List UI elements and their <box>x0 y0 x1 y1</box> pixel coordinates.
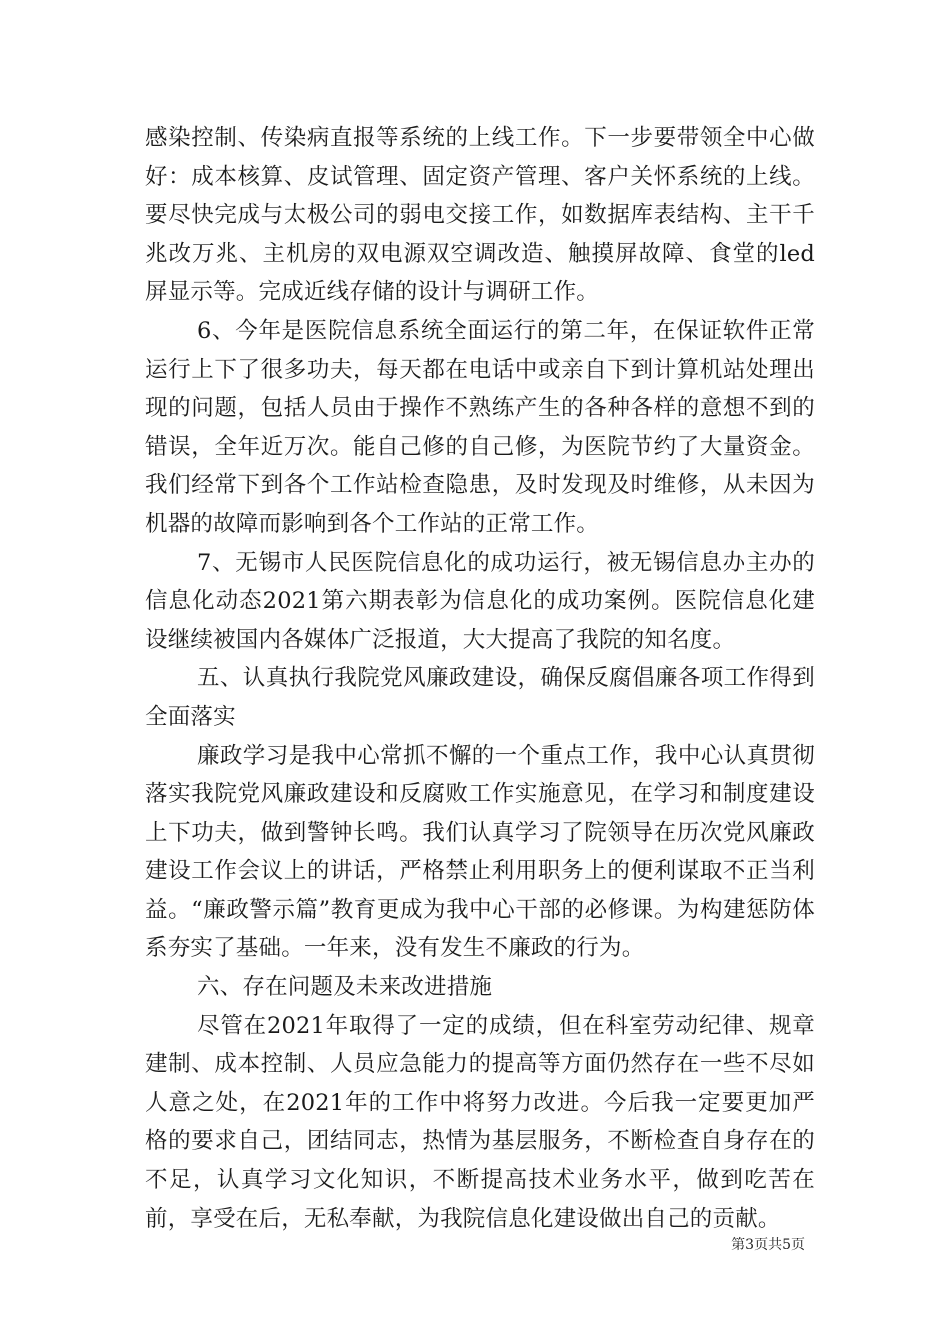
paragraph-item-6: 6、今年是医院信息系统全面运行的第二年，在保证软件正常运行上下了很多功夫，每天都在电话中或亲自下到计算机站处理出现的问题，包括人员由于操作不熟练产生的各种各样的意想不到的错误，全年近万次。能自己修的自己修，为医院节约了大量资金。我们经常下到各个工作站检查隐患，及时发现及时维修，从未因为机器的故障而影响到各个工作站的正常工作。 <box>145 317 815 537</box>
page-number-footer: 第3页共5页 <box>731 1237 805 1253</box>
section-heading-6: 六、存在问题及未来改进措施 <box>197 974 493 1001</box>
paragraph-item-7: 7、无锡市人民医院信息化的成功运行，被无锡信息办主办的信息化动态2021第六期表彰为信息化的成功案例。医院信息化建设继续被国内各媒体广泛报道，大大提高了我院的知名度。 <box>145 549 815 653</box>
paragraph-integrity-study: 廉政学习是我中心常抓不懈的一个重点工作，我中心认真贯彻落实我院党风廉政建设和反腐败工作实施意见，在学习和制度建设上下功夫，做到警钟长鸣。我们认真学习了院领导在历次党风廉政建设工作会议上的讲话，严格禁止利用职务上的便利谋取不正当利益。“廉政警示篇”教育更成为我中心干部的必修课。为构建惩防体系夯实了基础。一年来，没有发生不廉政的行为。 <box>145 742 815 962</box>
section-heading-5: 五、认真执行我院党风廉政建设，确保反腐倡廉各项工作得到全面落实 <box>145 665 815 730</box>
paragraph-continuation: 感染控制、传染病直报等系统的上线工作。下一步要带领全中心做好：成本核算、皮试管理、固定资产管理、客户关怀系统的上线。要尽快完成与太极公司的弱电交接工作，如数据库表结构、主干千兆改万兆、主机房的双电源双空调改造、触摸屏故障、食堂的led屏显示等。完成近线存储的设计与调研工作。 <box>145 125 815 306</box>
document-body <box>145 119 815 1238</box>
paragraph-problems-improvements: 尽管在2021年取得了一定的成绩，但在科室劳动纪律、规章建制、成本控制、人员应急能力的提高等方面仍然存在一些不尽如人意之处，在2021年的工作中将努力改进。今后我一定要更加严格的要求自己，团结同志，热情为基层服务，不断检查自身存在的不足，认真学习文化知识，不断提高技术业务水平，做到吃苦在前，享受在后，无私奉献，为我院信息化建设做出自己的贡献。 <box>145 1012 815 1232</box>
